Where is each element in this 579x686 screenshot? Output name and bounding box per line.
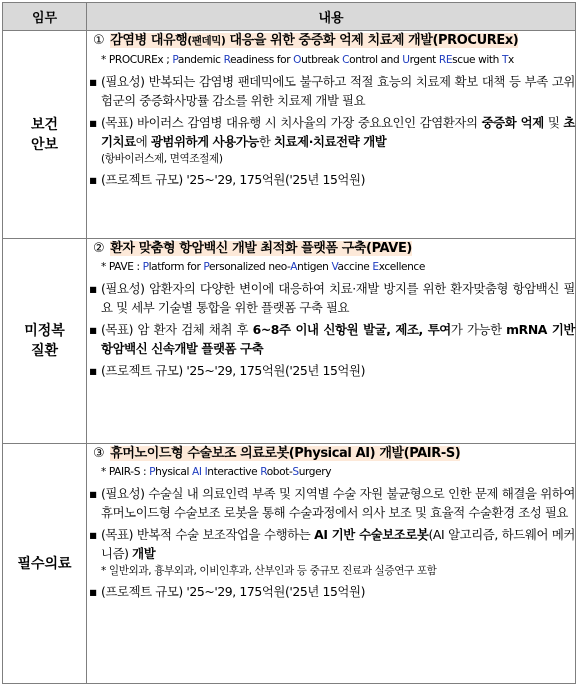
mission-area (3, 444, 87, 684)
bullet-text: (프로젝트 규모) '25~'29, 175억원('25년 15억원) (101, 363, 366, 378)
note-text: latform for (148, 261, 204, 273)
acronym-letter: T (501, 54, 509, 66)
goal-text: (AI 알고리즘, 하드웨어 메커니즘) (101, 527, 575, 561)
bullet-goal (87, 320, 575, 358)
mission-row (3, 239, 576, 444)
acronym-letter: S (292, 466, 299, 478)
bullet-scale (87, 361, 575, 380)
acronym-letter: U (402, 54, 410, 66)
acronym-letter: V (331, 261, 338, 273)
mission-row (3, 31, 576, 239)
acronym-note (101, 464, 575, 480)
area-label: 미정복 질환 (24, 323, 65, 359)
note-prefix: * PROCUREx ; (101, 54, 173, 66)
goal-text: 에 (135, 134, 151, 149)
note-text: x (508, 54, 514, 66)
acronym-note (101, 52, 575, 68)
goal-bold: 광범위하게 사용가능 (150, 134, 259, 149)
goal-bold: 6~8주 이내 신항원 발굴, 제조, 투여 (252, 322, 451, 337)
program-title-text: 휴머노이드형 수술보조 의료로봇(Physical AI) 개발(PAIR-S) (110, 446, 461, 461)
bullet-mark: ▪ (89, 584, 97, 599)
acronym-letter: P (142, 261, 149, 273)
bullet-text: (필요성) 반복되는 감염병 팬데믹에도 불구하고 적절 효능의 치료제 확보 대책 등 부족 고위험군의 중증화사망률 감소를 위한 치료제 개발 필요 (101, 74, 575, 108)
program-number: ② (93, 241, 105, 256)
goal-text: (목표) 반복적 수술 보조작업을 수행하는 (101, 527, 315, 542)
note-text: ontrol and (349, 54, 403, 66)
acronym-letter: P (172, 54, 178, 66)
bullet-text: (프로젝트 규모) '25~'29, 175억원('25년 15억원) (101, 584, 366, 599)
program-number: ① (93, 33, 105, 48)
goal-bold: 치료제·치료전략 개발 (273, 134, 387, 149)
area-label: 보건 안보 (30, 116, 59, 153)
note-text: rgent (409, 54, 439, 66)
bullet-necessity (87, 279, 575, 317)
acronym-letter: I (204, 466, 208, 478)
acronym-letter: E (372, 261, 379, 273)
mission-row (3, 444, 576, 684)
bullet-mark: ▪ (89, 363, 97, 378)
acronym-letter: A (290, 261, 298, 273)
note-text: nteractive (207, 466, 261, 478)
goal-subnote: * 일반외과, 흉부외과, 이비인후과, 산부인과 등 중규모 진료과 실증연구 포함 (101, 565, 437, 577)
note-text: andemic (177, 54, 224, 66)
mission-content (87, 444, 576, 684)
title-small: (팬데믹) (187, 35, 226, 47)
goal-text: 및 (543, 115, 564, 130)
program-number: ③ (93, 446, 105, 461)
bullet-necessity (87, 484, 575, 522)
bullet-goal (87, 525, 575, 579)
note-text: utbreak (301, 54, 343, 66)
header-area: 임무 (3, 3, 87, 31)
acronym-letter: P (203, 261, 210, 273)
header-row (3, 3, 576, 31)
mission-content (87, 31, 576, 239)
note-prefix: * PAVE : (101, 261, 143, 273)
acronym-letter: O (293, 54, 302, 66)
program-title (93, 31, 575, 51)
area-label: 필수의료 (17, 555, 72, 572)
mission-table (2, 2, 576, 684)
goal-bold: mRNA 기반 항암백신 신속개발 플랫폼 구축 (101, 322, 576, 356)
acronym-letter: R (223, 54, 231, 66)
note-text: urgery (298, 466, 332, 478)
bullet-mark: ▪ (89, 172, 97, 187)
bullet-mark: ▪ (89, 486, 97, 501)
bullet-goal (87, 113, 575, 167)
bullet-text: (필요성) 암환자의 다양한 변이에 대응하여 치료·재발 방지를 위한 환자맞춤형 항암백신 필요 및 세부 기술별 통합을 위한 플랫폼 구축 필요 (101, 281, 575, 315)
acronym-letter: R (260, 466, 267, 478)
program-title (93, 239, 575, 258)
bullet-text: (프로젝트 규모) '25~'29, 175억원('25년 15억원) (101, 172, 366, 187)
note-text: eadiness for (230, 54, 294, 66)
goal-bold: 중증화 억제 (481, 115, 544, 130)
bullet-scale (87, 582, 575, 601)
bullet-text: (필요성) 수술실 내 의료인력 부족 및 지역별 수술 자원 불균형으로 인한 문제 해결을 위하여 휴머노이드형 수술보조 로봇을 통해 수술과정에서 의사 보조 및 효율적 수술환경 조성 필요 (101, 486, 575, 520)
goal-bold: AI 기반 수술보조로봇 (314, 527, 429, 542)
goal-text: (목표) 암 환자 검체 채취 후 (101, 322, 253, 337)
note-text: xcellence (378, 261, 425, 273)
bullet-scale (87, 170, 575, 189)
title-part: 대응을 위한 중증화 억제 치료제 개발(PROCUREx) (225, 33, 519, 48)
note-text: ntigen (297, 261, 332, 273)
acronym-note (101, 259, 575, 275)
note-text: accine (337, 261, 373, 273)
bullet-mark: ▪ (89, 527, 97, 542)
acronym-letter: RE (438, 54, 453, 66)
bullet-mark: ▪ (89, 322, 97, 337)
goal-subnote: (항바이러스제, 면역조절제) (101, 153, 223, 165)
bullet-mark: ▪ (89, 115, 97, 130)
program-title-text (110, 33, 518, 48)
acronym-letter: P (149, 466, 156, 478)
acronym-letter: C (342, 54, 350, 66)
note-text: ersonalized neo- (209, 261, 291, 273)
mission-area (3, 239, 87, 444)
program-title-text: 환자 맞춤형 항암백신 개발 최적화 플랫폼 구축(PAVE) (110, 241, 412, 256)
bullet-mark: ▪ (89, 74, 97, 89)
goal-text: 가 가능한 (450, 322, 507, 337)
note-prefix: * PAIR-S : (101, 466, 150, 478)
bullet-necessity (87, 72, 575, 110)
acronym-letter: AI (192, 466, 202, 478)
goal-text: (목표) 바이러스 감염병 대유행 시 치사율의 가장 중요요인인 감염환자의 (101, 115, 482, 130)
program-title (93, 444, 575, 463)
bullet-mark: ▪ (89, 281, 97, 296)
title-part: 감염병 대유행 (110, 33, 188, 48)
goal-text: 한 (258, 134, 274, 149)
note-text: scue with (452, 54, 502, 66)
note-text: hysical (155, 466, 193, 478)
mission-content (87, 239, 576, 444)
goal-bold: 초기치료 (101, 115, 575, 149)
mission-area (3, 31, 87, 239)
goal-bold: 개발 (132, 546, 156, 561)
header-content: 내용 (87, 3, 576, 31)
note-text: obot- (266, 466, 293, 478)
